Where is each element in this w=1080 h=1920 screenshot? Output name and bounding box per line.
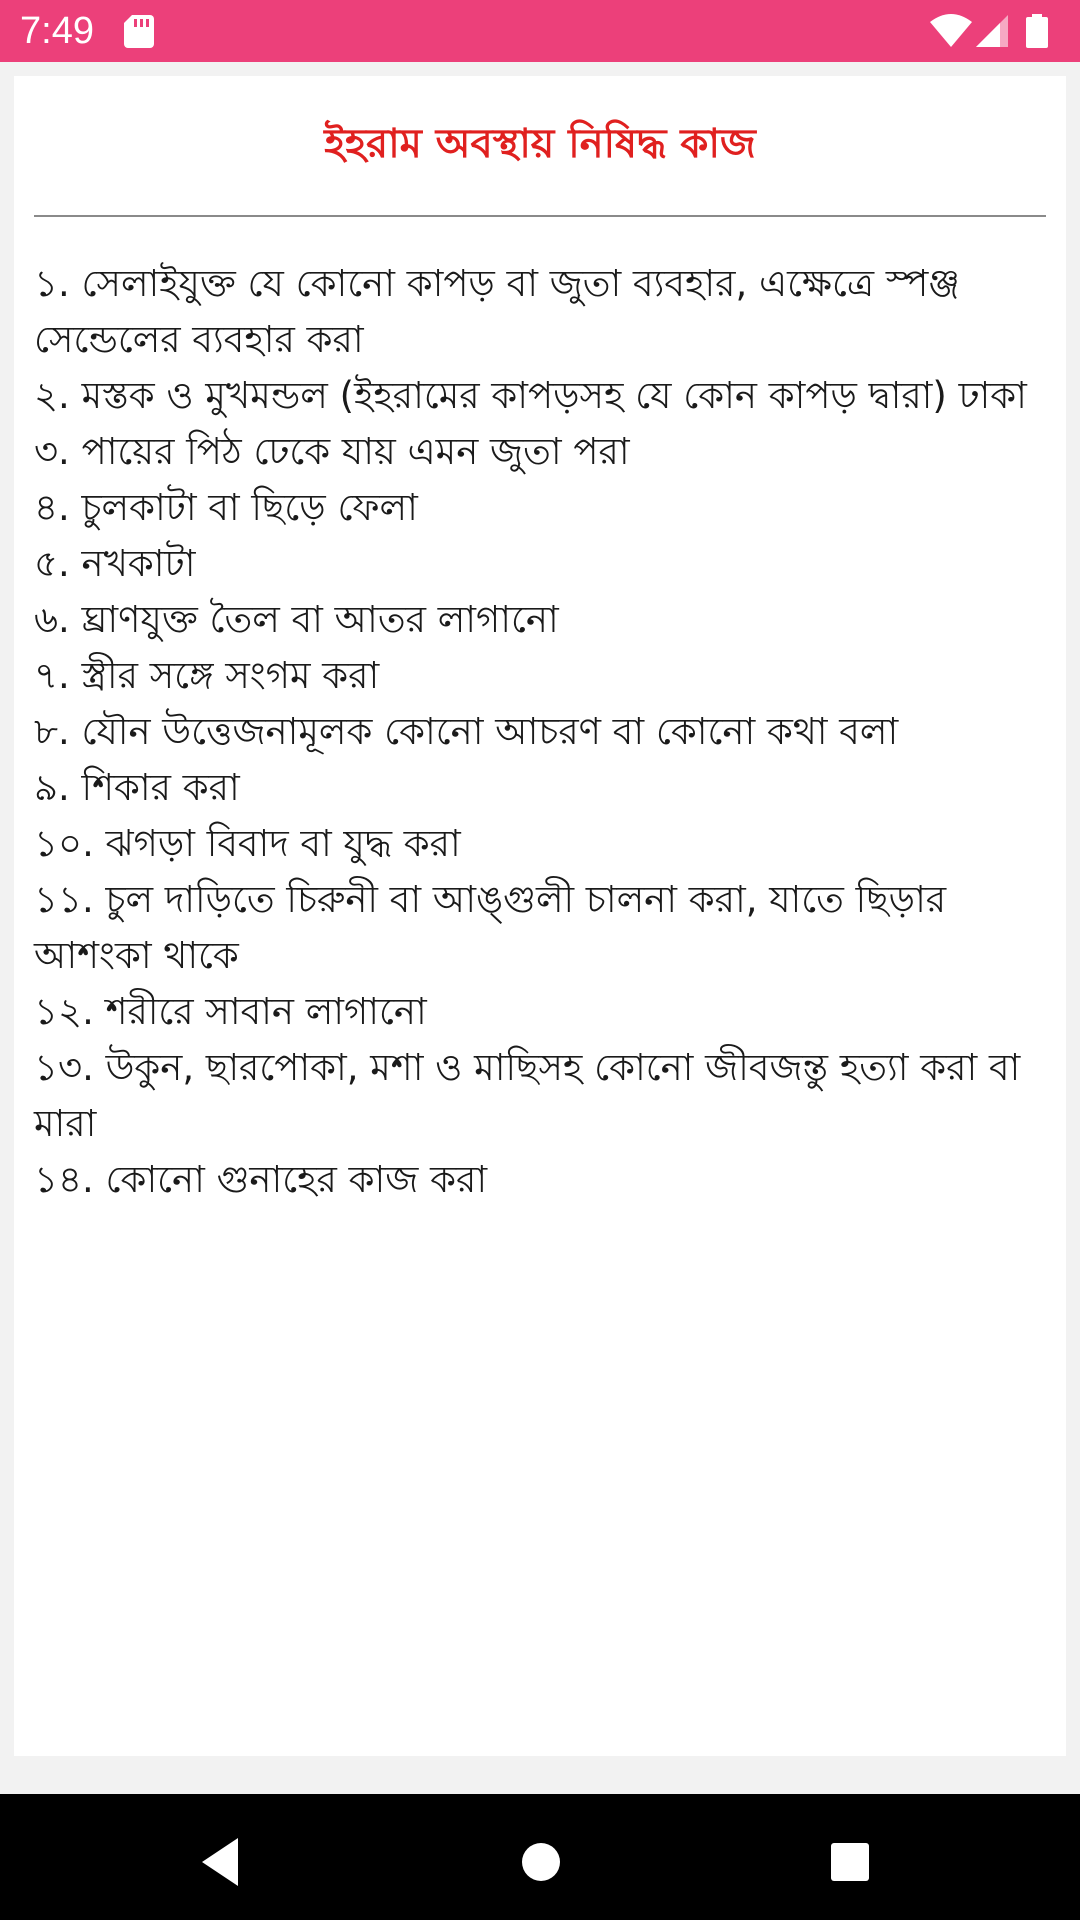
navigation-bar [0, 1794, 1080, 1920]
home-icon [511, 1832, 571, 1892]
cell-signal-icon [976, 15, 1008, 47]
list-item: ৪. চুলকাটা বা ছিড়ে ফেলা [34, 486, 418, 529]
back-button[interactable] [194, 1832, 254, 1892]
list-item: ৭. স্ত্রীর সঙ্গে সংগম করা [34, 654, 380, 697]
list-item: ১০. ঝগড়া বিবাদ বা যুদ্ধ করা [34, 822, 461, 865]
list-item: ১২. শরীরে সাবান লাগানো [34, 990, 427, 1033]
prohibited-acts-list [34, 256, 1034, 1208]
title-divider [34, 215, 1046, 217]
list-item: ১১. চুল দাড়িতে চিরুনী বা আঙ্গুলী চালনা করা, যাতে ছিড়ার আশংকা থাকে [34, 878, 947, 977]
list-item: ৩. পায়ের পিঠ ঢেকে যায় এমন জুতা পরা [34, 430, 630, 473]
sd-card-icon [124, 15, 154, 48]
list-item: ৮. যৌন উত্তেজনামূলক কোনো আচরণ বা কোনো কথা বলা [34, 710, 899, 753]
wifi-icon [930, 14, 972, 48]
battery-icon [1026, 14, 1048, 48]
list-item: ১. সেলাইযুক্ত যে কোনো কাপড় বা জুতা ব্যবহার, এক্ষেত্রে স্পঞ্জ সেন্ডেলের ব্যবহার করা [34, 262, 960, 361]
back-icon [194, 1832, 254, 1892]
list-item: ৫. নখকাটা [34, 542, 196, 585]
list-item: ১৩. উকুন, ছারপোকা, মশা ও মাছিসহ কোনো জীবজন্তু হত্যা করা বা মারা [34, 1046, 1021, 1145]
home-button[interactable] [511, 1832, 571, 1892]
status-bar [0, 0, 1080, 62]
page-title: ইহরাম অবস্থায় নিষিদ্ধ কাজ [324, 121, 756, 167]
list-item: ১৪. কোনো গুনাহের কাজ করা [34, 1158, 488, 1201]
list-item: ৯. শিকার করা [34, 766, 240, 809]
status-icons [930, 14, 1060, 50]
content-card [14, 76, 1066, 1756]
list-item: ৬. ঘ্রাণযুক্ত তৈল বা আতর লাগানো [34, 598, 559, 641]
recents-button[interactable] [820, 1832, 880, 1892]
recents-icon [820, 1832, 880, 1892]
status-time: 7:49 [20, 10, 94, 52]
list-item: ২. মস্তক ও মুখমন্ডল (ইহরামের কাপড়সহ যে কোন কাপড় দ্বারা) ঢাকা [34, 374, 1027, 417]
